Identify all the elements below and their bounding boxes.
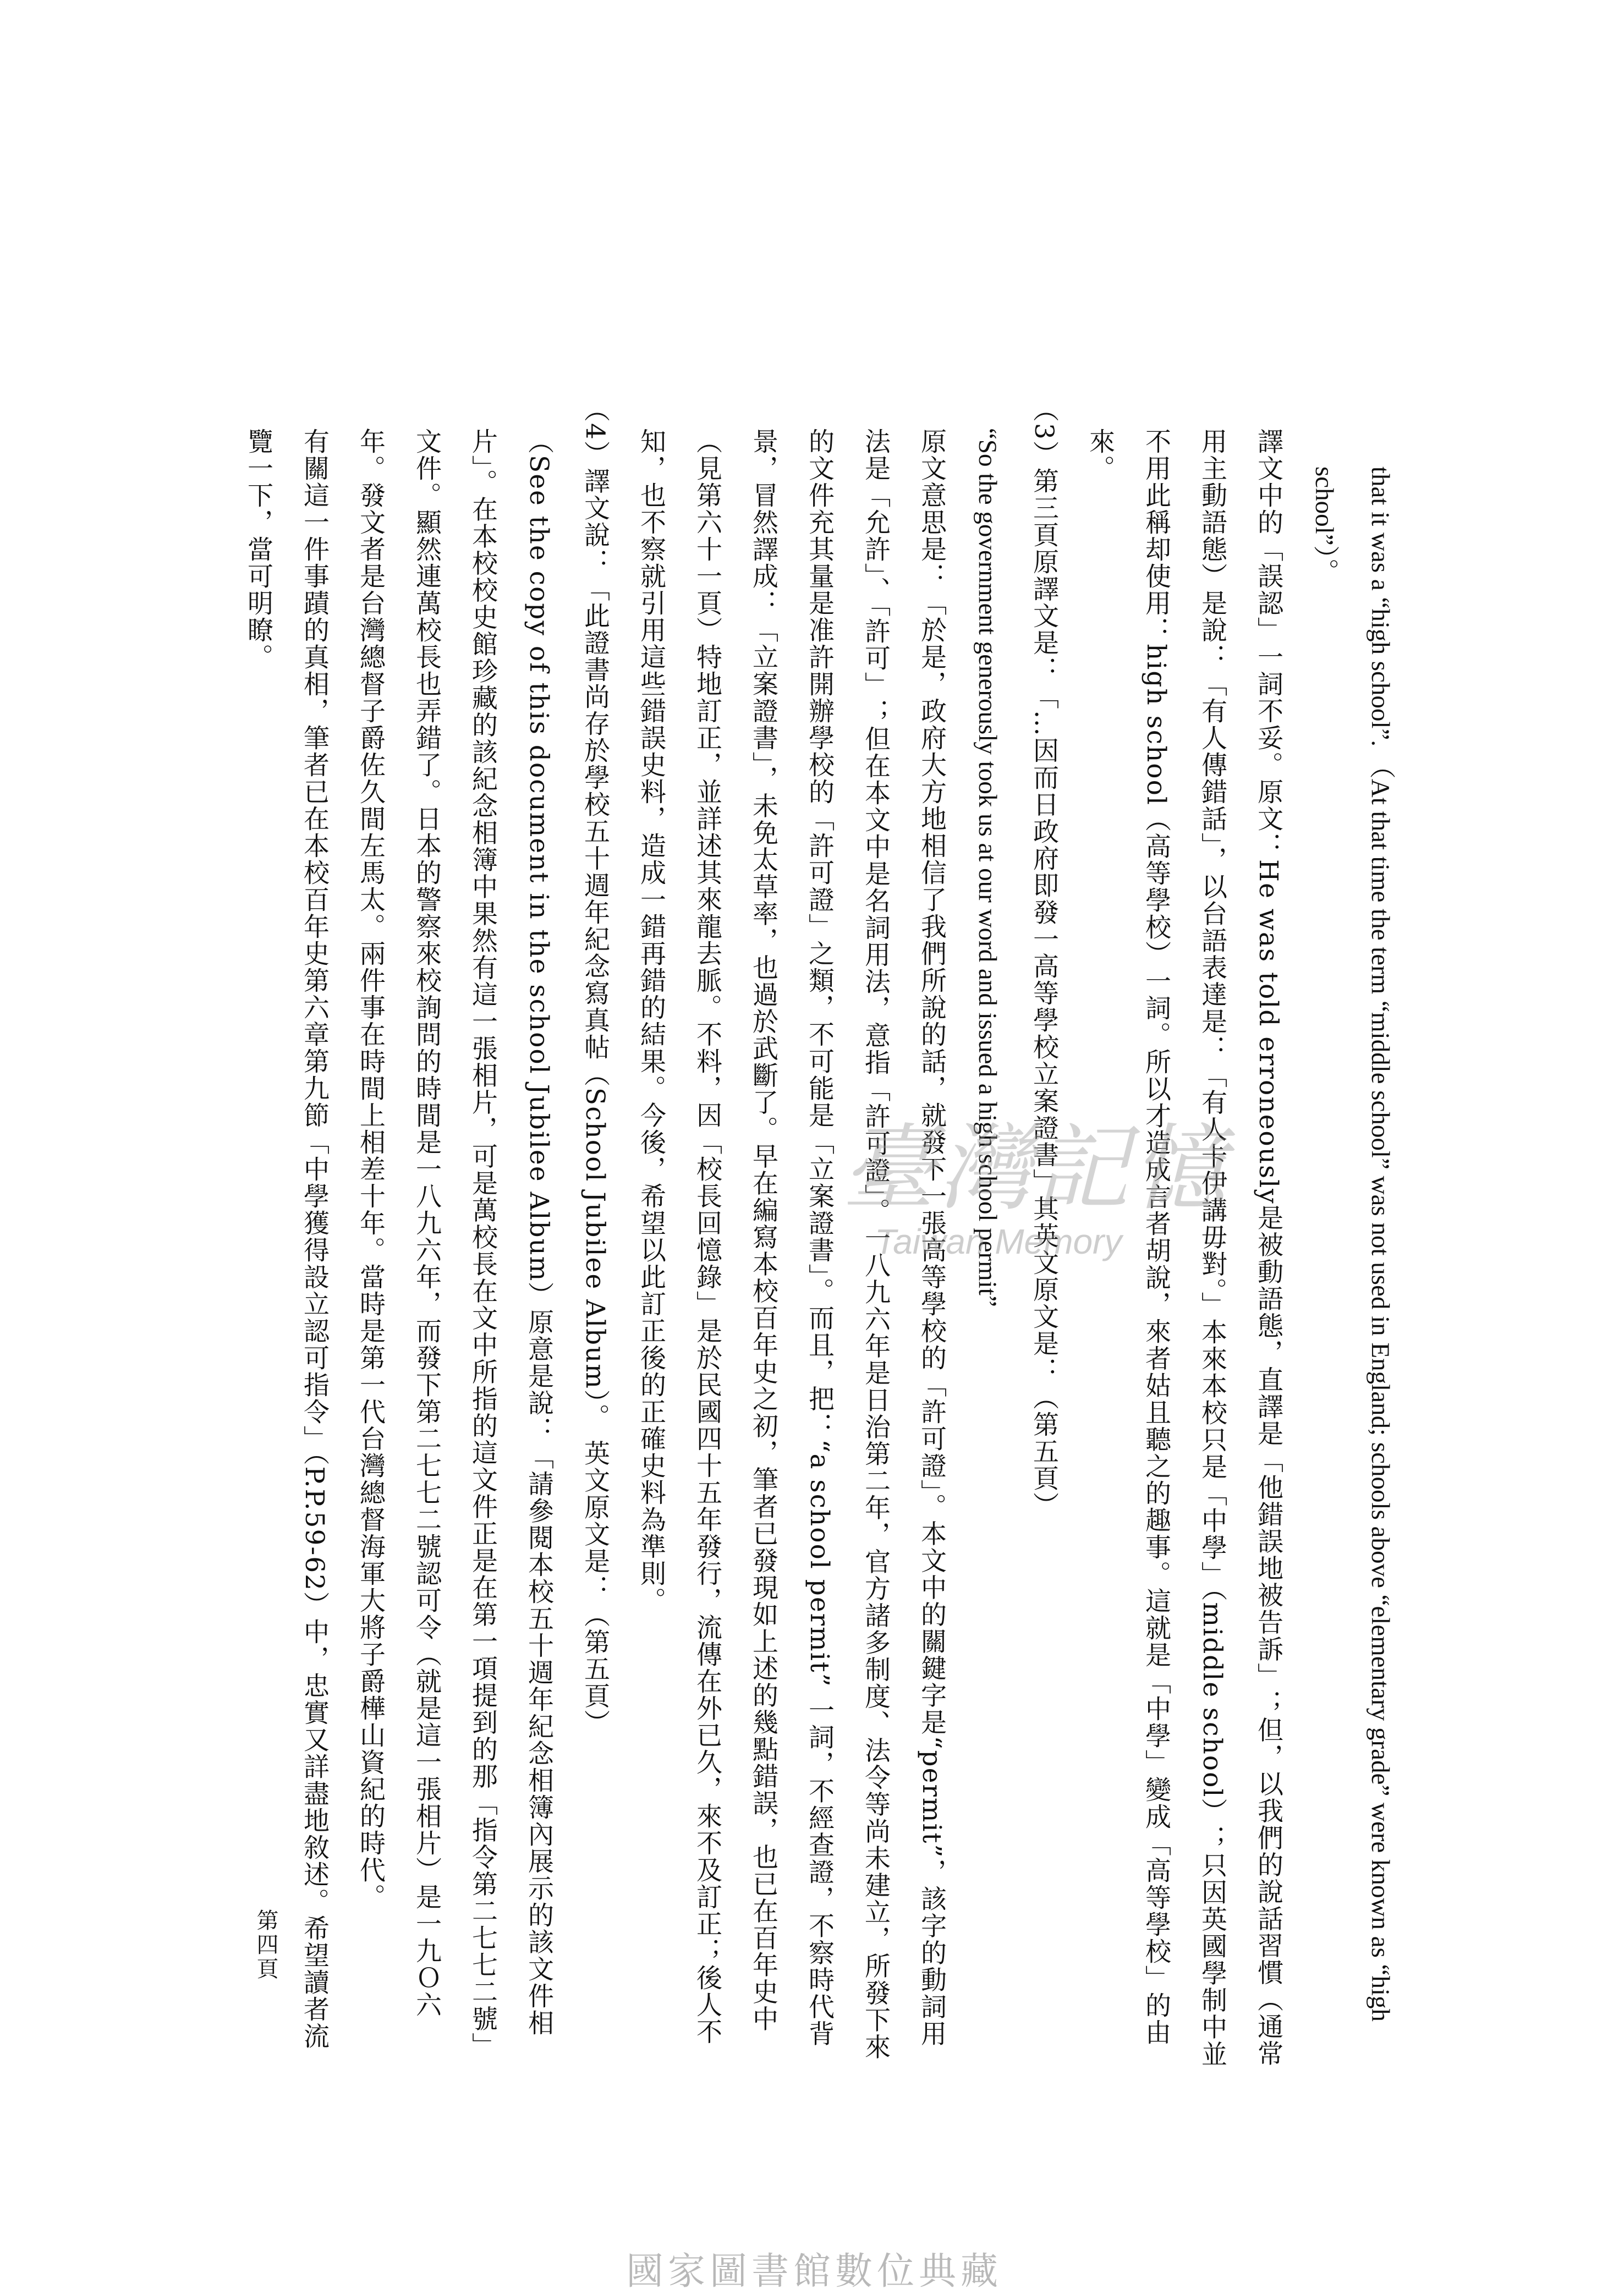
library-collection-mark: 國家圖書館數位典藏 bbox=[626, 2250, 1002, 2293]
document-body bbox=[231, 396, 1408, 2068]
paragraph-item-4-explanation: （See the copy of this document in the school Jubilee Album）原意是說：「請參閱本校五十週年紀念相簿內展示的該文件相片」。在本校校史館珍藏的該紀念相簿中果然有這一張相片，可是萬校長在文中所指的這文件正是在第一項提到的那「指令第二七七二號」文件。顯然連萬校長也弄錯了。日本的警察來校詢問的時間是一八九六年，而發下第二七七二號認可令（就是這一張相片）是一九Ｏ六年。發文者是台灣總督子爵佐久間左馬太。兩件事在時間上相差十年。當時是第一代台灣總督海軍大將子爵樺山資紀的時代。 bbox=[355, 428, 554, 2060]
paragraph-translation-note: 譯文中的「誤認」一詞不妥。原文：He was told erroneously是被動語態，直譯是「他錯誤地被告訴」；但，以我們的說話習慣（通常用主動語態）是說：「有人傳錯話」，以台語表達是：「有人卡伊講毋對。」本來本校只是「中學」（middle school）；只因英國學制中並不用此稱却使用：high school（高等學校）一詞。所以才造成言者胡說，來者姑且聽之的趣事。這就是「中學」變成「高等學校」的由來。 bbox=[1085, 428, 1283, 2068]
watermark-title: 臺灣記憶 bbox=[842, 1114, 1230, 1223]
page-number: 第四頁 bbox=[253, 1909, 278, 1981]
paragraph-conclusion: 有關這一件事蹟的真相，筆者已在本校百年史第六章第九節「中學獲得設立認可指令」（P.P.59-62）中，忠實又詳盡地敘述。希望讀者流覽一下，當可明瞭。 bbox=[243, 428, 330, 2050]
paragraph-english-quote-2: “So the government generously took us at our word and issued a high school permit” bbox=[973, 428, 1002, 1307]
paragraph-item-4: （4）譯文說：「此證書尚存於學校五十週年紀念寫真帖（School Jubilee Album）。 英文原文是：（第五頁） bbox=[580, 396, 610, 1737]
watermark-subtitle: Taiwan Memory bbox=[875, 1222, 1122, 1261]
paragraph-english-quote-1: that it was a “high school”. （At that time the term “middle school” was not used in England; schools above “elementary grade” were known as “high school”）。 bbox=[1310, 466, 1395, 2022]
paragraph-item-3: （3）第三頁原譯文是：「…因而日政府即發一高等學校立案證書」其英文原文是：（第五頁） bbox=[1029, 396, 1059, 1519]
paragraph-item-3-explanation: 原文意思是：「於是，政府大方地相信了我們所說的話，就發下一張高等學校的「許可證」。本文中的關鍵字是“permit”，該字的動詞用法是「允許」、「許可」；但在本文中是名詞用法，意指「許可證」。一八九六年是日治第二年，官方諸多制度、法令等尚未建立，所發下來的文件充其量是准許開辦學校的「許可證」之類，不可能是「立案證書」。而且，把：“a school permit” 一詞，不經查證，不察時代背景，冒然譯成：「立案證書」，未免太草率，也過於武斷了。早在編寫本校百年史之初，筆者已發現如上述的幾點錯誤，也已在百年史中（見第六十一頁）特地訂正，並詳述其來龍去脈。不料，因「校長回憶錄」是於民國四十五年發行，流傳在外已久，來不及訂正；後人不知，也不察就引用這些錯誤史料，造成一錯再錯的結果。今後，希望以此訂正後的正確史料為準則。 bbox=[636, 428, 947, 2061]
